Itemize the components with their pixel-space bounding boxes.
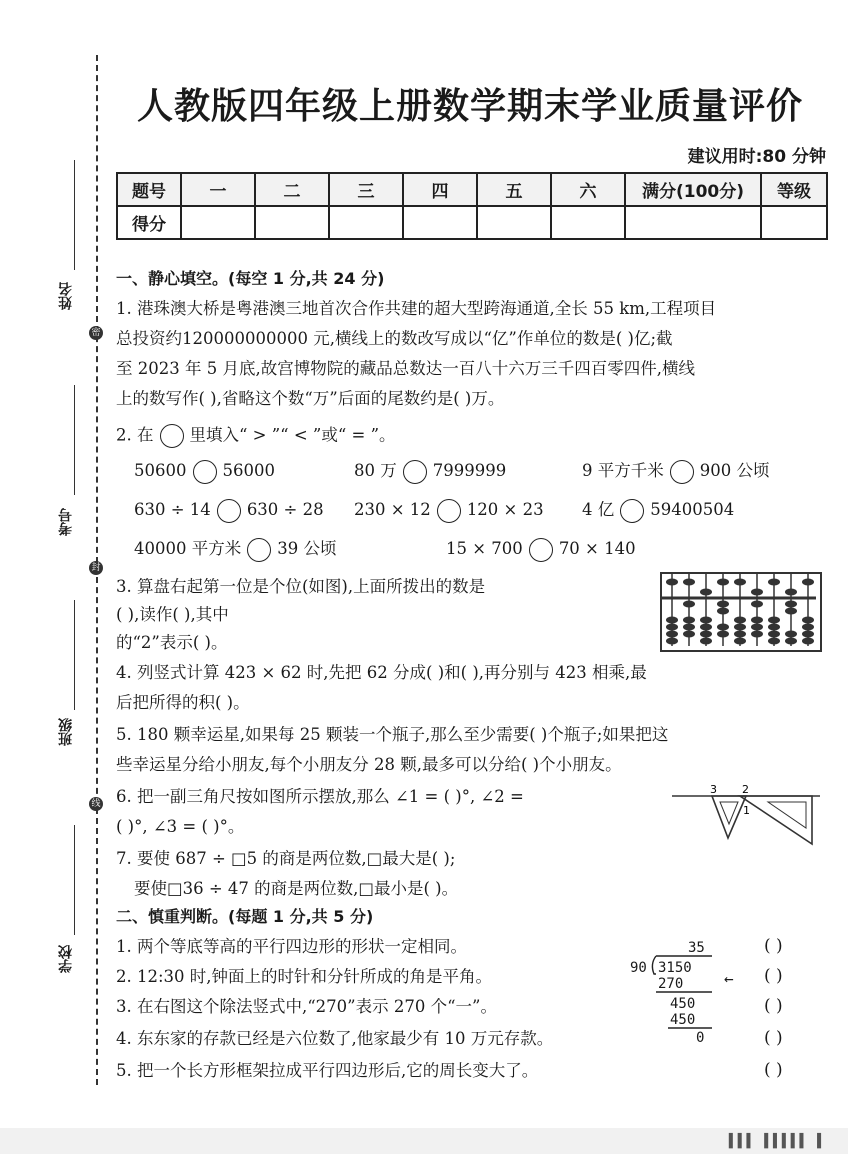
exam-number-line xyxy=(74,385,75,495)
angle-label: 1 xyxy=(743,804,750,817)
q7-line: 要使□36 ÷ 47 的商是两位数,□最小是( )。 xyxy=(134,879,459,898)
binding-hole: 密 xyxy=(89,326,103,340)
abacus-figure xyxy=(660,572,822,652)
score-input-cell[interactable] xyxy=(477,206,551,239)
section1-heading: 一、静心填空。(每空 1 分,共 24 分) xyxy=(116,269,385,288)
compare-circle[interactable] xyxy=(670,460,694,484)
q1-line: 上的数写作( ),省略这个数“万”后面的尾数约是( )万。 xyxy=(116,389,505,408)
score-header-cell: 等级 xyxy=(761,173,827,206)
compare-right: 39 公顷 xyxy=(277,539,337,558)
score-input-cell[interactable] xyxy=(329,206,403,239)
division-quotient: 35 xyxy=(688,940,705,956)
compare-item xyxy=(354,497,544,523)
compare-left: 15 × 700 xyxy=(446,539,523,558)
q3-line: ( ),读作( ),其中 xyxy=(116,605,229,624)
answer-paren[interactable]: ( ) xyxy=(764,1060,783,1080)
compare-item xyxy=(134,536,336,562)
compare-circle[interactable] xyxy=(247,538,271,562)
judge-item: 4. 东东家的存款已经是六位数了,他家最少有 10 万元存款。 xyxy=(116,1029,554,1048)
side-label-class: 班级 xyxy=(58,718,74,746)
score-input-cell[interactable] xyxy=(403,206,477,239)
q1-line: 总投资约120000000000 元,横线上的数改写成以“亿”作单位的数是( )亿;截 xyxy=(116,329,673,348)
compare-circle[interactable] xyxy=(437,499,461,523)
time-note: 建议用时:80 分钟 xyxy=(687,147,826,167)
compare-left: 50600 xyxy=(134,461,187,480)
q7-line: 7. 要使 687 ÷ □5 的商是两位数,□最大是( ); xyxy=(116,849,456,868)
abacus-icon xyxy=(662,574,816,646)
compare-left: 4 亿 xyxy=(582,500,615,519)
compare-left: 230 × 12 xyxy=(354,500,431,519)
binding-hole: 线 xyxy=(89,797,103,811)
q3-line: 的“2”表示( )。 xyxy=(116,633,228,652)
score-input-cell[interactable] xyxy=(551,206,625,239)
q5-line: 些幸运星分给小朋友,每个小朋友分 28 颗,最多可以分给( )个小朋友。 xyxy=(116,755,622,774)
side-label-school: 学校 xyxy=(58,945,74,973)
compare-circle[interactable] xyxy=(193,460,217,484)
compare-right: 120 × 23 xyxy=(466,500,544,519)
score-input-cell[interactable] xyxy=(255,206,329,239)
compare-circle[interactable] xyxy=(217,499,241,523)
division-dividend: 3150 xyxy=(658,960,692,976)
q3-line: 3. 算盘右起第一位是个位(如图),上面所拨出的数是 xyxy=(116,577,486,596)
q4-line: 后把所得的积( )。 xyxy=(116,693,250,712)
section2-heading: 二、慎重判断。(每题 1 分,共 5 分) xyxy=(116,907,374,926)
judge-item: 3. 在右图这个除法竖式中,“270”表示 270 个“一”。 xyxy=(116,997,497,1016)
compare-circle[interactable] xyxy=(529,538,553,562)
compare-left: 80 万 xyxy=(354,461,397,480)
compare-right: 7999999 xyxy=(432,461,507,480)
q2-tail: 里填入“ > ”“ < ”或“ = ”。 xyxy=(189,425,396,445)
q2-head: 2. 在 xyxy=(116,425,154,445)
answer-paren[interactable]: ( ) xyxy=(764,996,783,1016)
arrow-left-icon: ← xyxy=(724,969,734,988)
score-header-cell: 题号 xyxy=(117,173,181,206)
compare-left: 40000 平方米 xyxy=(134,539,242,558)
compare-right: 56000 xyxy=(222,461,275,480)
score-row-label: 得分 xyxy=(117,206,181,239)
score-table xyxy=(116,172,828,240)
division-divisor: 90 xyxy=(630,960,647,976)
name-line xyxy=(74,160,75,270)
side-label-exam-number: 考号 xyxy=(58,508,74,536)
answer-paren[interactable]: ( ) xyxy=(764,1028,783,1048)
set-square-figure xyxy=(672,784,820,846)
score-header-cell: 二 xyxy=(255,173,329,206)
compare-item xyxy=(446,536,636,562)
score-header-cell: 六 xyxy=(551,173,625,206)
q1-line: 1. 港珠澳大桥是粤港澳三地首次合作共建的超大型跨海通道,全长 55 km,工程项目 xyxy=(116,299,717,318)
division-remainder: 0 xyxy=(696,1030,705,1046)
score-header-cell: 三 xyxy=(329,173,403,206)
circle-icon xyxy=(160,424,184,448)
division-step: 450 xyxy=(670,1012,696,1028)
long-division-figure xyxy=(628,938,748,1048)
binding-hole: 封 xyxy=(89,561,103,575)
score-header-cell: 满分(100分) xyxy=(625,173,761,206)
compare-circle[interactable] xyxy=(403,460,427,484)
score-table-score-row xyxy=(117,206,827,239)
judge-item: 5. 把一个长方形框架拉成平行四边形后,它的周长变大了。 xyxy=(116,1061,539,1080)
score-input-cell[interactable] xyxy=(761,206,827,239)
compare-right: 70 × 140 xyxy=(558,539,636,558)
angle-label: 2 xyxy=(742,784,749,796)
score-input-cell[interactable] xyxy=(181,206,255,239)
score-table-header-row xyxy=(117,173,827,206)
compare-item xyxy=(134,458,275,484)
q6-line: 6. 把一副三角尺按如图所示摆放,那么 ∠1 = ( )°, ∠2 = xyxy=(116,787,524,806)
side-label-name: 姓名 xyxy=(58,282,74,310)
compare-item xyxy=(354,458,506,484)
division-step: 450 xyxy=(670,996,696,1012)
answer-paren[interactable]: ( ) xyxy=(764,936,783,956)
compare-right: 630 ÷ 28 xyxy=(246,500,324,519)
watermark-bars-icon: ▌▌▌ ▌▌▌▌▌ ▌ xyxy=(728,1134,826,1149)
compare-right: 900 公顷 xyxy=(699,461,770,480)
q2-instruction xyxy=(116,424,396,448)
compare-item xyxy=(582,497,734,523)
score-input-cell[interactable] xyxy=(625,206,761,239)
angle-label: 3 xyxy=(710,784,717,796)
score-header-cell: 五 xyxy=(477,173,551,206)
school-line xyxy=(74,825,75,935)
score-header-cell: 一 xyxy=(181,173,255,206)
compare-circle[interactable] xyxy=(620,499,644,523)
compare-left: 9 平方千米 xyxy=(582,461,664,480)
class-line xyxy=(74,600,75,710)
score-header-cell: 四 xyxy=(403,173,477,206)
judge-item: 1. 两个等底等高的平行四边形的形状一定相同。 xyxy=(116,937,467,956)
compare-item xyxy=(582,458,770,484)
q5-line: 5. 180 颗幸运星,如果每 25 颗装一个瓶子,那么至少需要( )个瓶子;如果把这 xyxy=(116,725,669,744)
division-step: 270 xyxy=(658,976,684,992)
judge-item: 2. 12:30 时,钟面上的时针和分针所成的角是平角。 xyxy=(116,967,493,986)
q4-line: 4. 列竖式计算 423 × 62 时,先把 62 分成( )和( ),再分别与 423 相乘,最 xyxy=(116,663,647,682)
page-title: 人教版四年级上册数学期末学业质量评价 xyxy=(136,86,803,127)
bottom-strip xyxy=(0,1128,848,1154)
compare-left: 630 ÷ 14 xyxy=(134,500,211,519)
answer-paren[interactable]: ( ) xyxy=(764,966,783,986)
q1-line: 至 2023 年 5 月底,故宫博物院的藏品总数达一百八十六万三千四百零四件,横线 xyxy=(116,359,695,378)
compare-right: 59400504 xyxy=(650,500,735,519)
q6-line: ( )°, ∠3 = ( )°。 xyxy=(116,817,245,836)
compare-item xyxy=(134,497,324,523)
